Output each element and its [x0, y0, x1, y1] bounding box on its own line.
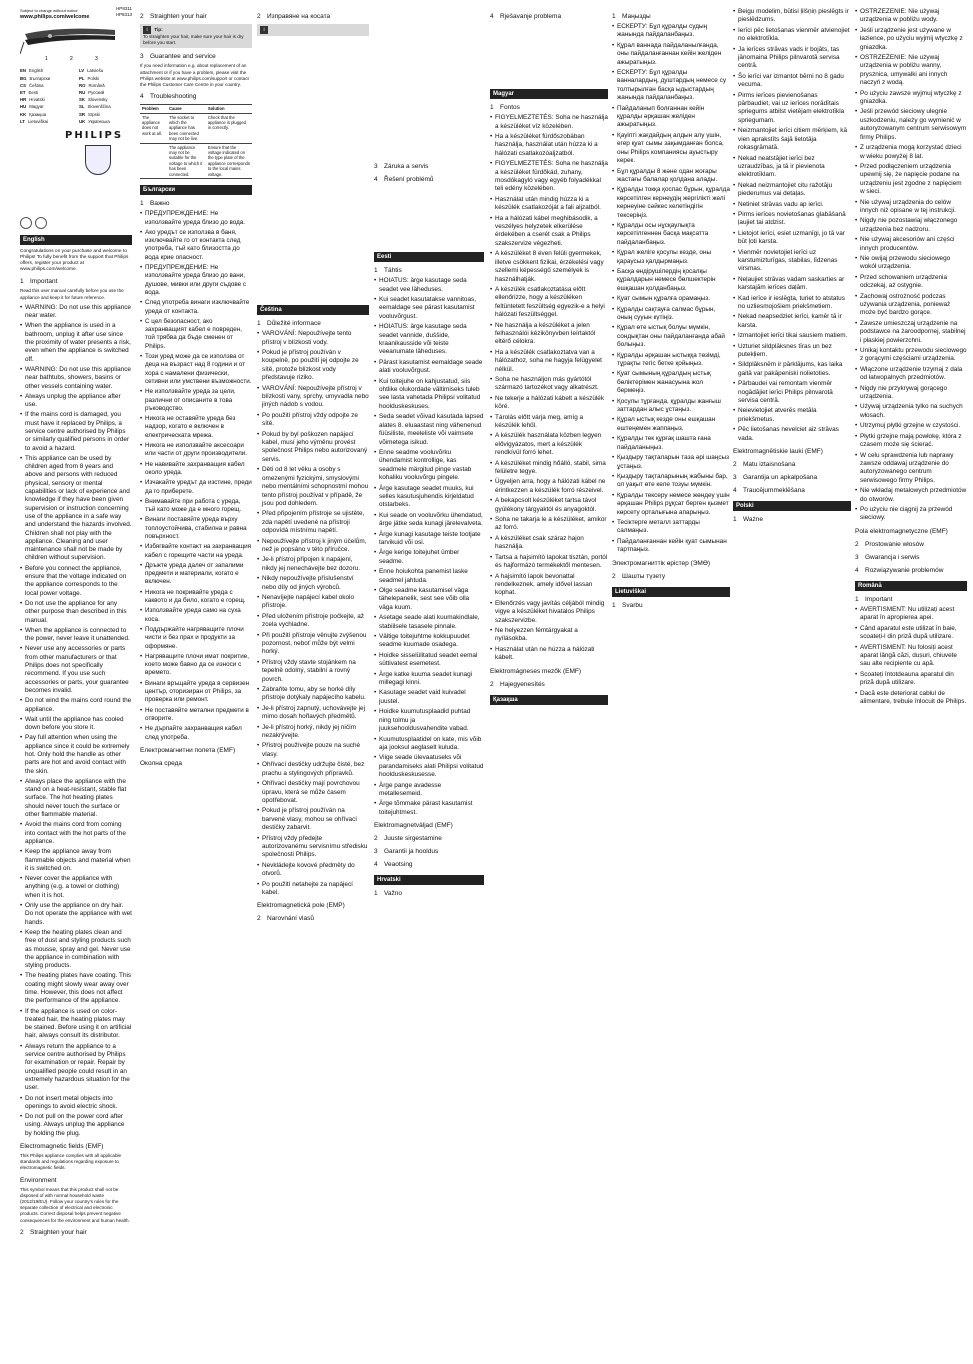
kk-section-important: 1 Маңызды [612, 13, 651, 20]
model-b: HP8313 [115, 12, 132, 17]
column-6 [612, 8, 730, 1356]
lv-emf-heading: Elektromagnētiskie lauki (EMF) [733, 448, 823, 456]
safety-item: • Always unplug the appliance after use. [20, 393, 132, 410]
lv-safety-list: • Beigu modelim, būtisi ļilšņiņ pieslēgts ir pieslēdzums. • Ierīci pēc lietošanas vienmēr atvienojiet no elektrotīkla. • Ja ierīces strāvas vads ir bojāts, tas jānomaina Philips pilnvarotā servisa centrā. • Šo ierīci var izmantot bērni no 8 gadu vecuma. • Pirms ierīces pievienošanas pārbaudiet, vai uz ierīces norādītais spriegums atbilst vietējam elektrotīkla spriegumam. • Neizmantojiet ierīci citiem mērķiem, kā vien aprakstīts šajā lietotāja rokasgrāmatā. • Nekad neatstājiet ierīci bez uzraudzības, ja tā ir pievienota elektrotīklam. • Nekad neizmantojiet citu ražotāju piederumus vai detaļas. • Netiniet strāvas vadu ap ierīci. • Pirms ierīces novietošanas glabāšanā ļaujiet tai atdzist. • Lietojot ierīci, esiet uzmanīgi, jo tā var būt ļoti karsta. • Vienmēr novietojiet ierīci uz karstumizturīgas, stabilas, līdzenas virsmas. • Neļaujiet strāvas vadam saskarties ar karstajām ierīces daļām. • Kad ierīce ir ieslēgta, turiet to atstatus no uzliesmojošiem priekšmetiem. • Nekad neapsedziet ierīci, kamēr tā ir karsta. • Izmantojiet ierīci tikai sausiem matiem. • Uzturiet sildplāksnes tīras un bez putekļiem. • Sildplāksnēm ir pārklājums, kas laika gaitā var pakāpeniski nolietoties. • Pārbaudei vai remontam vienmēr nogādājiet ierīci Philips pilnvarotā servisa centrā. • Neievietojiet atverēs metāla priekšmetus. • Pēc lietošanas nevelciet aiz strāvas vada. [733, 8, 851, 443]
hr-table-region [490, 23, 608, 83]
svg-text:3: 3 [95, 56, 98, 63]
pl-section-important: 1 Ważne [733, 516, 763, 524]
lang-index-10: SK Slovensky [79, 97, 108, 103]
lang-index-8: RU Русский [79, 90, 105, 96]
lang-index-7: ET Eesti [20, 90, 39, 96]
lang-heading-estonian: Eesti [374, 252, 484, 262]
section-important-text: Read this user manual carefully before you use the appliance and keep it for future reference. [20, 288, 124, 300]
note-icon: i [260, 26, 268, 34]
kk-section-straighten: 2 Шашты түзету [612, 572, 666, 580]
section-straighten-cont: 2 Straighten your hair [140, 13, 207, 20]
safety-item: • Do not pull on the power cord after using. Always unplug the appliance by holding the plug. [20, 1113, 132, 1138]
safety-item: • Keep the heating plates clean and free of dust and styling products such as mousse, spray and gel. Never use the appliance in combination with styling products. [20, 929, 132, 970]
model-numbers [110, 6, 132, 18]
column-5 [490, 8, 608, 1356]
et-emf-heading: Elektromagnetväljad (EMF) [374, 822, 453, 830]
safety-item: • The heating plates have coating. This coating might slowly wear away over time. However, this does not affect the performance of the appliance. [20, 972, 132, 1005]
ro-section-important: 1 Important [855, 595, 893, 603]
pl-emf-heading: Pola elektromagnetyczne (EMF) [855, 527, 948, 535]
lang-heading-czech: Čeština [257, 305, 369, 315]
kk-safety-list: • ЕСКЕРТУ: Бұл құралды судың жанында пайдаланбаңыз. • Құрал ваннада пайдаланылғанда, оны пайдаланғаннан кейін желіден ажыратыңыз. • ЕСКЕРТУ: Бұл құралды ванналардың, душтардың немесе су толтырылған басқа ыдыстардың жанында пайдаланбаңыз. • Пайдаланып болғаннан кейін құралды әрқашан желіден ажыратыңыз. • Қауіпті жағдайдың алдын алу үшін, егер қуат сымы зақымданған болса, оны Philips компаниясы ауыстыру керек. • Бұл құралды 8 және одан жоғары жастағы балалар қолдана алады. • Құралды токқа қоспас бұрын, құралда көрсетілген кернеудің жергілікті желі кернеуіне сәйкес келетіндігін тексеріңіз. • Құралды осы нұсқаулықта көрсетілгеннен басқа мақсатта пайдаланбаңыз. • Құрал желіге қосулы кезде, оны қараусыз қалдырмаңыз. • Басқа өндірушілердің қосалқы құралдарын немесе бөлшектерін ешқашан қолданбаңыз. • Қуат сымын құралға орамаңыз. • Құралды сақтауға салмас бұрын, оның сууын күтіңіз. • Құрал өте ыстық болуы мүмкін, сондықтан оны пайдаланғанда абай болыңыз. • Құралды әрқашан ыстыққа төзімді, тұрақты тегіс бетке қойыңыз. • Қуат сымының құралдың ыстық бөліктерімен жанасуына жол бермеңіз. • Қосулы тұрғанда, құралды жанғыш заттардан алыс ұстаңыз. • Құрал ыстық кезде оны ешқашан ештеңемен жаппаңыз. • Құралды тек құрғақ шашта ғана пайдаланыңыз. • Қыздыру тақталарын таза әрі шаңсыз ұстаңыз. • Қыздыру тақталарының жабыны бар, ол уақыт өте келе тозуы мүмкін. • Құралды тексеру немесе жөндеу үшін әрқашан Philips рұқсат берген қызмет көрсету орталығына апарыңыз. • Тесіктерге металл заттарды салмаңыз. • Пайдаланғаннан кейін қуат сымынан тартпаңыз. [612, 23, 730, 555]
philips-logo: PHILIPS [65, 130, 124, 142]
lv-section-troubleshooting: 4 Traucējummeklēšana [733, 487, 805, 495]
language-index [20, 68, 132, 125]
et-section-guarantee: 3 Garantii ja hooldus [374, 848, 439, 856]
lt-section-important: 1 Svarbu [612, 601, 643, 609]
ro-safety-list: • AVERTISMENT: Nu utilizați acest aparat în apropierea apei. • Când aparatul este utilizat în baie, scoateți-l din priză după utilizare. • AVERTISMENT: Nu folosiți acest aparat lângă căzi, dușuri, chiuvete sau alte recipiente cu apă. • Scoateți întotdeauna aparatul din priză după utilizare. • Dacă este deteriorat cablul de alimentare, trebuie înlocuit de Philips. [855, 606, 967, 706]
safety-item: • Pay full attention when using the appliance since it could be extremely hot. Only hold the handle as other parts are hot and avoid contact with the skin. [20, 734, 132, 775]
lang-heading-croatian: Hrvatski [374, 875, 484, 885]
safety-item: • Always return the appliance to a service centre authorised by Philips for examination or repair. Repair by unqualified people could result in an extremely hazardous situation for the user. [20, 1043, 132, 1093]
cs-section-troubleshooting: 4 Řešení problémů [374, 176, 434, 183]
safety-item: • Never use any accessories or parts from other manufacturers or that Philips does not specifically recommend. If you use such accessories or parts, your guarantee becomes invalid. [20, 645, 132, 695]
lang-index-12: SL Slovenščina [79, 104, 111, 110]
pl-safety-list: • OSTRZEŻENIE: Nie używaj urządzenia w pobliżu wody. • Jeśli urządzenie jest używane w łazience, po użyciu wyjmij wtyczkę z gniazdka. • OSTRZEŻENIE: Nie używaj urządzenia w pobliżu wanny, prysznica, umywalki ani innych naczyń z wodą. • Po użyciu zawsze wyjmuj wtyczkę z gniazdka. • Jeśli przewód sieciowy ulegnie uszkodzeniu, należy go wymienić w autoryzowanym centrum serwisowym firmy Philips. • Z urządzenia mogą korzystać dzieci w wieku powyżej 8 lat. • Przed podłączeniem urządzenia upewnij się, że napięcie podane na urządzeniu jest zgodne z napięciem w sieci. • Nie używaj urządzenia do celów innych niż opisane w tej instrukcji. • Nigdy nie pozostawiaj włączonego urządzenia bez nadzoru. • Nie używaj akcesoriów ani części innych producentów. • Nie owijaj przewodu sieciowego wokół urządzenia. • Przed schowaniem urządzenia odczekaj, aż ostygnie. • Zachowaj ostrożność podczas używania urządzenia, ponieważ może być bardzo gorące. • Zawsze umieszczaj urządzenie na podstawce na żaroodpornej, stabilnej i płaskiej powierzchni. • Unikaj kontaktu przewodu sieciowego z gorącymi częściami urządzenia. • Włączone urządzenie trzymaj z dala od łatwopalnych przedmiotów. • Nigdy nie przykrywaj gorącego urządzenia. • Używaj urządzenia tylko na suchych włosach. • Utrzymuj płytki grzejne w czystości. • Płytki grzejne mają powłokę, która z czasem może się ścierać. • W celu sprawdzenia lub naprawy zawsze oddawaj urządzenie do autoryzowanego centrum serwisowego firmy Philips. • Nie wkładaj metalowych przedmiotów do otworów. • Po użyciu nie ciągnij za przewód sieciowy. [855, 8, 967, 523]
column-8 [855, 8, 967, 1356]
philips-shield-icon [85, 145, 111, 175]
recycle-icons [20, 217, 132, 229]
et-section-straighten: 2 Juuste sirgestamine [374, 835, 442, 843]
tip-box: i Tip: To straighten your hair, make sure your hair is dry before you start. [140, 24, 252, 48]
safety-item: • Never cover the appliance with anything (e.g. a towel or clothing) when it is hot. [20, 875, 132, 900]
svg-text:1: 1 [45, 56, 48, 63]
lang-heading-lithuanian: Lietuviškai [612, 587, 730, 597]
hu-emf-heading: Elektromágneses mezők (EMF) [490, 667, 582, 675]
cs-emf-heading: Elektromagnetická pole (EMP) [257, 902, 345, 910]
safety-item: • Wait until the appliance has cooled down before you store it. [20, 716, 132, 733]
cs-section-guarantee: 3 Záruka a servis [374, 163, 429, 170]
safety-list [20, 304, 132, 1138]
safety-item: • WARNING: Do not use this appliance near water. [20, 304, 132, 321]
lang-index-4: PL Polski [79, 75, 99, 81]
safety-item: • When the appliance is used in a bathroom, unplug it after use since the proximity of water presents a risk, even when the appliance is switched off. [20, 322, 132, 363]
svg-text:2: 2 [70, 56, 73, 63]
lang-heading-bulgarian: Български [140, 185, 252, 195]
bg-environment-heading: Околна среда [140, 759, 182, 767]
safety-item: • Only use the appliance on dry hair. Do not operate the appliance with wet hands. [20, 902, 132, 927]
lang-index-16: UK Українська [79, 118, 110, 124]
cs-section-straighten: 2 Narovnání vlasů [257, 915, 314, 923]
bg-safety-list: • ПРЕДУПРЕЖДЕНИЕ: Не използвайте уреда близо до вода. • Ако уредът се използва в баня, изключвайте го от контакта след употреба, тъй като близостта до вода крие опасност. • ПРЕДУПРЕЖДЕНИЕ: Не използвайте уреда близо до вани, душове, мивки или други съдове с вода. • След употреба винаги изключвайте уреда от контакта. • С цел безопасност, ако захранващият кабел е повреден, той трябва да бъде сменен от Philips. • Този уред може да се използва от деца на възраст над 8 години и от хора с намалени физически, сетивни или умствени възможности. • Не използвайте уреда за цели, различни от описаните в това ръководство. • Никога не оставяйте уреда без надзор, когато е включен в електрическата мрежа. • Никога не използвайте аксесоари или части от други производители. • Не навивайте захранващия кабел около уреда. • Изчакайте уредът да изстине, преди да го приберете. • Внимавайте при работа с уреда, тъй като може да е много горещ. • Винаги поставяйте уреда върху топлоустойчива, стабилна и равна повърхност. • Избягвайте контакт на захранващия кабел с горещите части на уреда. • Дръжте уреда далеч от запалими предмети и материали, когато е включен. • Никога не покривайте уреда с каквото и да било, когато е горещ. • Използвайте уреда само на суха коса. • Поддържайте нагряващите плочи чисти и без прах и продукти за оформяне. • Нагряващите плочи имат покритие, което може бавно да се износи с времето. • Винаги връщайте уреда в сервизен център, оторизиран от Philips, за проверка или ремонт. • Не поставяйте метални предмети в отворите. • Не дърпайте захранващия кабел след употреба. [140, 210, 252, 742]
troubleshooting-table: Problem Cause Solution The appliance does not work at all. The socket to which the appliance has been connected may not be live. Check that the appliance is plugged in correctly. The appliance may not be suitable for the voltage to which it has been connected. Ensure that the voltage indicated on the type plate of the appliance corresponds to the local mains voltage. [140, 104, 252, 179]
safety-item: • If the mains cord is damaged, you must have it replaced by Philips, a service centre authorised by Philips or similarly qualified persons in order to avoid a hazard. [20, 411, 132, 452]
safety-item: • When the appliance is connected to the power, never leave it unattended. [20, 627, 132, 644]
column-2 [140, 8, 252, 1356]
safety-item: • Do not insert metal objects into openings to avoid electric shock. [20, 1095, 132, 1112]
header-line: Subject to change without notice [20, 8, 78, 13]
lang-index-13: KK Қазақша [20, 111, 47, 117]
safety-item: • WARNING: Do not use this appliance near bathtubs, showers, basins or other vessels containing water. [20, 366, 132, 391]
column-english [20, 8, 132, 1356]
environment-text: This symbol means that this product shall not be disposed of with normal household waste (2012/19/EU). Follow your country's rules for the separate collection of electrical and electronic products. Correct disposal helps prevent negative consequences for the environment and human health. [20, 1186, 130, 1223]
emf-text: This Philips appliance complies with all applicable standards and regulations regarding exposure to electromagnetic fields. [20, 1153, 122, 1171]
hair-straightener-icon [20, 24, 120, 64]
cs-table-region [374, 186, 484, 246]
note-icon: i [143, 26, 151, 34]
section-important: 1 Important [20, 278, 58, 286]
lang-heading-romanian: Română [855, 581, 967, 591]
section-troubleshooting: 4 Troubleshooting [140, 93, 197, 101]
hu-section-straighten: 2 Hajegyenesítés [490, 680, 545, 688]
lang-index-5: CS Čeština [20, 82, 44, 88]
hu-section-important: 1 Fontos [490, 104, 520, 112]
table-row: The appliance may not be suitable for the voltage to which it has been connected. Ensure that the voltage indicated on the type plate of the appliance corresponds to the local mains voltage. [140, 143, 252, 178]
column-4 [374, 8, 484, 1356]
et-section-troubleshooting: 4 Veaotsing [374, 861, 413, 869]
pl-section-straighten: 2 Prostowanie włosów [855, 540, 924, 548]
pl-section-guarantee: 3 Gwarancja i serwis [855, 553, 920, 561]
kk-emf-heading: Электромагниттік өрістер (ЭМӨ) [612, 559, 711, 567]
lang-index-3: BG Български [20, 75, 51, 81]
hr-section-troubleshooting: 4 Rješavanje problema [490, 13, 562, 20]
hu-safety-list: • FIGYELMEZTETÉS: Soha ne használja a készüléket víz közelében. • Ha a készüléket fürdőszobában használja, használat után húzza ki a hálózati csatlakozóaljzatból. • FIGYELMEZTETÉS: Soha ne használja a készüléket fürdőkád, zuhany, mosdókagyló vagy egyéb folyadékkal teli edény közelében. • Használat után mindig húzza ki a készülék csatlakozóját a fali aljzatból. • Ha a hálózati kábel meghibásodik, a veszélyes helyzetek elkerülése érdekében a cserét csak a Philips szakszervize végezheti. • A készüléket 8 éven felüli gyermekek, illetve csökkent fizikai, érzékelési vagy szellemi képességű személyek is használhatják. • A készülék csatlakoztatása előtt ellenőrizze, hogy a készüléken feltüntetett feszültség egyezik-e a helyi hálózati feszültséggel. • Ne használja a készüléket a jelen felhasználói kézikönyvben leírtaktól eltérő célokra. • Ha a készülék csatlakoztatva van a hálózathoz, soha ne hagyja felügyelet nélkül. • Soha ne használjon más gyártótól származó tartozékot vagy alkatrészt. • Ne tekerje a hálózati kábelt a készülék köré. • Tárolás előtt várja meg, amíg a készülék lehűl. • A készülék használata közben legyen elővigyázatos, mert a készülék rendkívül forró lehet. • A készüléket mindig hőálló, stabil, sima felületre tegye. • Ügyeljen arra, hogy a hálózati kábel ne érintkezzen a készülék forró részeivel. • A bekapcsolt készüléket tartsa távol gyúlékony tárgyaktól és anyagoktól. • Soha ne takarja le a készüléket, amikor az forró. • A készüléket csak száraz hajon használja. • Tartsa a hajsimító lapokat tisztán, portól és hajformázó termékektől mentesen. • A hajsimító lapok bevonattal rendelkeznek, amely idővel lassan kophat. • Ellenőrzés vagy javítás céljából mindig vigye a készüléket hivatalos Philips szakszervizbe. • Ne helyezzen fémtárgyakat a nyílásokba. • Használat után ne húzza a hálózati kábelt. [490, 114, 608, 662]
table-row: The appliance does not work at all. The socket to which the appliance has been connected may not be live. Check that the appliance is plugged in correctly. [140, 113, 252, 143]
et-section-important: 1 Tähtis [374, 267, 402, 275]
safety-item: • Do not use the appliance for any other purpose than described in this manual. [20, 600, 132, 625]
lang-index-6: RO Română [79, 82, 105, 88]
safety-item: • Do not wind the mains cord round the appliance. [20, 697, 132, 714]
lang-index-9: HR Hrvatski [20, 97, 45, 103]
bg-emf-heading: Електромагнитни полета (EMF) [140, 746, 236, 754]
safety-item: • This appliance can be used by children aged from 8 years and above and persons with reduced physical, sensory or mental capabilities or lack of experience and knowledge if they have been given supervision or instruction concerning use of the appliance in a safe way and understand the hazards involved. Children shall not play with the appliance. Cleaning and user maintenance shall not be made by children without supervision. [20, 455, 132, 563]
column-3 [257, 8, 369, 1356]
lv-section-guarantee: 3 Garantija un apkalpošana [733, 474, 818, 482]
bg-section-straighten: 2 Изправяне на косата [257, 13, 331, 20]
section-guarantee: 3 Guarantee and service [140, 53, 216, 61]
lv-section-straighten: 2 Matu iztaisnošana [733, 461, 796, 469]
safety-item: • Avoid the mains cord from coming into contact with the hot parts of the appliance. [20, 821, 132, 846]
product-drawing [20, 24, 120, 64]
lang-index-11: HU Magyar [20, 104, 44, 110]
column-7 [733, 8, 851, 1356]
safety-item: • If the appliance is used on color-treated hair, the heating plates may be stained. Before using it on artificial hair, always consult its distributor. [20, 1008, 132, 1041]
emf-heading: Electromagnetic fields (EMF) [20, 1143, 104, 1151]
lang-heading-polish: Polski [733, 501, 851, 511]
lang-index-15: LT Lietuviškai [20, 118, 48, 124]
guarantee-text: If you need information e.g. about replacement of an attachment or if you have a problem, please visit the Philips website at www.philips.com/support or contact the Philips Customer Care Centre in your country. [140, 63, 249, 88]
lang-index-14: SR Srpski [79, 111, 100, 117]
lang-index-2: LV Latviešu [79, 68, 104, 74]
bg-tip-box [257, 24, 369, 36]
lang-heading-kazakh: Қазақша [490, 695, 608, 705]
section-straighten: 2 Straighten your hair [20, 1228, 87, 1236]
safety-item: • Always place the appliance with the stand on a heat-resistant, stable flat surface. The hot heating plates should never touch the surface or other flammable material. [20, 778, 132, 819]
steps-region [257, 39, 369, 299]
environment-heading: Environment [20, 1176, 57, 1184]
lang-index-1: EN English [20, 68, 44, 74]
cs-steps-region [374, 8, 484, 158]
et-safety-list: • HOIATUS: ärge kasutage seda seadet vee läheduses. • Kui seadet kasutatakse vannitoas, eemaldage see pärast kasutamist vooluvõrgust. • HOIATUS: ärge kasutage seda seadet vannide, duššide, kraanikausside või teiste veeanumate läheduses. • Pärast kasutamist eemaldage seade alati vooluvõrgust. • Kui toitejuhe on kahjustatud, siis ohtlike olukordade vältimiseks tuleb see lasta vahetada Philipsi volitatud hoolduskeskuses. • Seda seadet võivad kasutada lapsed alates 8. eluaastast ning vähenenud füüsiliste, meeleliste või vaimsete võimetega isikud. • Enne seadme vooluvõrku ühendamist kontrollige, kas seadmele märgitud pinge vastab kohaliku vooluvõrgu pingele. • Ärge kasutage seadet muuks, kui selles kasutusjuhendis kirjeldatud otstarbeks. • Kui seade on vooluvõrku ühendatud, ärge jätke seda kunagi järelevalveta. • Ärge kunagi kasutage teiste tootjate tarvikuid või osi. • Ärge kerige toitejuhet ümber seadme. • Enne hoiukohta panemist laske seadmel jahtuda. • Olge seadme kasutamisel väga tähelepanelik, sest see võib olla väga kuum. • Asetage seade alati kuumakindlale, stabiilsele tasasele pinnale. • Vältige toitejuhtme kokkupuudet seadme kuumade osadega. • Hoidke sisselülitatud seadet eemal süttivatest esemetest. • Ärge katke kuuma seadet kunagi millegagi kinni. • Kasutage seadet vaid kuivadel juustel. • Hoidke kuumutusplaadid puhtad ning tolmu ja juuksehooldusvahendite vabad. • Kuumutusplaatidel on kate, mis võib aja jooksul aeglaselt kuluda. • Viige seade ülevaatuseks või parandamiseks alati Philipsi volitatud hoolduskeskusesse. • Ärge pange avadesse metallesemeid. • Ärge tõmmake pärast kasutamist toitejuhtmest. [374, 277, 484, 817]
pl-section-troubleshooting: 4 Rozwiązywanie problemów [855, 566, 944, 574]
cs-safety-list: • VAROVÁNÍ: Nepoužívejte tento přístroj v blízkosti vody. • Pokud je přístroj používán v koupelně, po použití jej odpojte ze sítě, protože blízkost vody představuje riziko. • VAROVÁNÍ: Nepoužívejte přístroj v blízkosti vany, sprchy, umyvadla nebo jiných nádob s vodou. • Po použití přístroj vždy odpojte ze sítě. • Pokud by byl poškozen napájecí kabel, musí jeho výměnu provést společnost Philips nebo autorizovaný servis. • Děti od 8 let věku a osoby s omezenými fyzickými, smyslovými nebo mentálními schopnostmi mohou tento přístroj používat v případě, že jsou pod dohledem. • Před připojením přístroje se ujistěte, zda napětí uvedené na přístroji odpovídá místnímu napětí. • Nepoužívejte přístroj k jiným účelům, než je popsáno v této příručce. • Je-li přístroj připojen k napájení, nikdy jej nenechávejte bez dozoru. • Nikdy nepoužívejte příslušenství nebo díly od jiných výrobců. • Nenavíjejte napájecí kabel okolo přístroje. • Před uložením přístroje počkejte, až zcela vychladne. • Při použití přístroje věnujte zvýšenou pozornost, neboť může být velmi horký. • Přístroj vždy stavte stojánkem na tepelně odolný, stabilní a rovný povrch. • Zabraňte tomu, aby se horké díly přístroje dotýkaly napájecího kabelu. • Je-li přístroj zapnutý, uchovávejte jej mimo dosah hořlavých předmětů. • Je-li přístroj horký, nikdy jej ničím nezakrývejte. • Přístroj používejte pouze na suché vlasy. • Ohřívací destičky udržujte čisté, bez prachu a stylingových přípravků. • Ohřívací destičky mají povrchovou úpravu, která se může časem opotřebovat. • Pokud je přístroj používán na barvené vlasy, mohou se ohřívací destičky zabarvit. • Přístroj vždy předejte autorizovanému servisnímu středisku společnosti Philips. • Nevkládejte kovové předměty do otvorů. • Po použití netahejte za napájecí kabel. [257, 330, 369, 897]
model-a: HP8311 [116, 6, 132, 11]
lang-heading-english: English [20, 235, 132, 245]
safety-item: • Keep the appliance away from flammable objects and material when it is switched on. [20, 848, 132, 873]
hr-section-important: 1 Važno [374, 890, 402, 898]
lang-heading-hungarian: Magyar [490, 89, 608, 99]
bg-section-important: 1 Важно [140, 200, 170, 208]
cs-section-important: 1 Důležité informace [257, 320, 321, 328]
website-url[interactable]: www.philips.com/welcome [20, 14, 90, 21]
safety-item: • Before you connect the appliance, ensure that the voltage indicated on the appliance corresponds to the local power voltage. [20, 565, 132, 598]
intro-text: Congratulations on your purchase and welcome to Philips! To fully benefit from the support that Philips offers, register your product at www.philips.com/welcome. [20, 249, 129, 273]
